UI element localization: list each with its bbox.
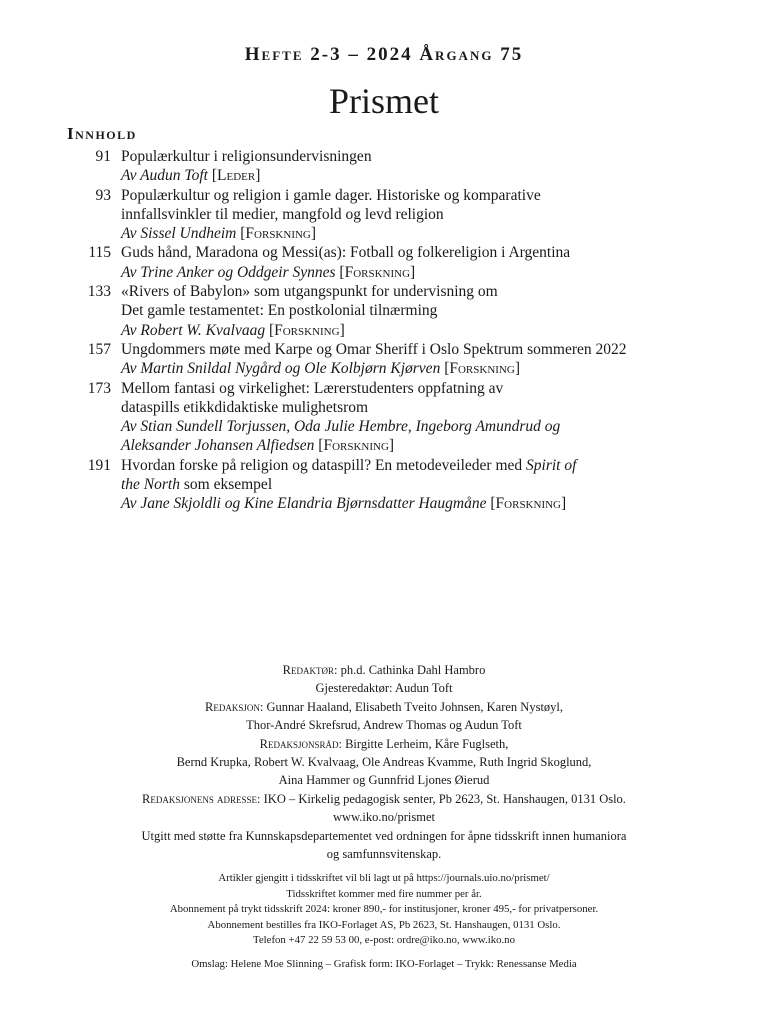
subscription-line: Artikler gjengitt i tidsskriftet vil bli lagt ut på https://journals.uio.no/prismet/	[218, 872, 550, 884]
address-label: Redaksjonens adresse:	[142, 791, 261, 806]
toc-page-number: 173	[87, 379, 111, 397]
toc-page-number: 133	[87, 283, 111, 301]
toc-entry-author: Av Trine Anker og Oddgeir Synnes	[121, 263, 336, 281]
toc-entry	[67, 186, 707, 244]
toc-entry-author: Av Jane Skjoldli og Kine Elandria Bjørnsdatter Haugmåne	[121, 495, 487, 513]
toc-entry	[67, 340, 707, 379]
toc-page-number: 157	[87, 340, 111, 358]
toc-entry-title: dataspills etikkdidaktiske mulighetsrom	[121, 398, 369, 416]
table-of-contents	[67, 147, 707, 514]
toc-entry-title: innfallsvinkler til medier, mangfold og levd religion	[121, 205, 444, 223]
toc-entry-title: «Rivers of Babylon» som utgangspunkt for undervisning om	[121, 283, 498, 301]
credits: Omslag: Helene Moe Slinning – Grafisk form: IKO-Forlaget – Trykk: Renessanse Media	[191, 958, 577, 970]
toc-entry-author: Aleksander Johansen Alfiedsen	[121, 437, 315, 455]
toc-entry-title: som eksempel	[183, 476, 273, 494]
toc-entry	[67, 147, 707, 186]
council-label: Redaksjonsråd:	[259, 736, 342, 751]
support-note: og samfunnsvitenskap.	[326, 847, 442, 862]
toc-entry-author: Av Stian Sundell Torjussen, Oda Julie Hembre, Ingeborg Amundrud og	[121, 418, 561, 436]
toc-entry-title: Ungdommers møte med Karpe og Omar Sheriff i Oslo Spektrum sommeren 2022	[121, 340, 627, 358]
toc-entry-tag: [Forskning]	[268, 321, 345, 339]
staff-list: Gunnar Haaland, Elisabeth Tveito Johnsen, Karen Nystøyl,	[266, 699, 564, 714]
staff-label: Redaksjon:	[204, 699, 264, 714]
toc-entry-author: Av Audun Toft	[121, 167, 208, 185]
subscription-line: Abonnement på trykt tidsskrift 2024: kroner 890,- for institusjoner, kroner 495,- for privatpersoner.	[169, 903, 599, 916]
subscription-line: Telefon +47 22 59 53 00, e-post: ordre@iko.no, www.iko.no	[253, 934, 515, 947]
toc-page-number: 191	[87, 456, 111, 474]
toc-entry-title: Mellom fantasi og virkelighet: Lærerstudenters oppfatning av	[121, 379, 504, 397]
toc-entry	[67, 282, 707, 340]
toc-entry-title-italic: Spirit of	[526, 456, 577, 474]
toc-entry-tag: [Forskning]	[318, 437, 395, 455]
toc-entry-tag: [Leder]	[211, 167, 261, 185]
toc-entry-title: Hvordan forske på religion og dataspill? En metodeveileder med	[121, 456, 523, 474]
toc-entry-author: Av Martin Snildal Nygård og Ole Kolbjørn Kjørven	[121, 360, 441, 378]
issue-line: Hefte 2-3 – 2024 Årgang 75	[244, 44, 524, 65]
website: www.iko.no/prismet	[333, 810, 435, 825]
toc-entry-title: Guds hånd, Maradona og Messi(as): Fotball og folkereligion i Argentina	[121, 244, 571, 262]
toc-page-number: 91	[95, 148, 111, 165]
editor-label: Redaktør:	[282, 663, 338, 677]
toc-entry	[67, 243, 707, 282]
toc-entry	[67, 379, 707, 456]
subscription-info	[0, 871, 768, 949]
support-note: Utgitt med støtte fra Kunnskapsdepartementet ved ordningen for åpne tidsskrift innen humaniora	[141, 828, 627, 843]
toc-entry-author: Av Sissel Undheim	[121, 225, 237, 243]
toc-entry-tag: [Forskning]	[339, 263, 416, 281]
council-list: Bernd Krupka, Robert W. Kvalvaag, Ole Andreas Kvamme, Ruth Ingrid Skoglund,	[176, 755, 592, 770]
toc-entry-tag: [Forskning]	[240, 225, 317, 243]
subscription-line: Abonnement bestilles fra IKO-Forlaget AS, Pb 2623, St. Hanshaugen, 0131 Oslo.	[207, 918, 561, 931]
toc-entry	[67, 456, 707, 514]
colophon	[0, 661, 768, 863]
toc-entry-author: Av Robert W. Kvalvaag	[121, 321, 266, 339]
editor-name: ph.d. Cathinka Dahl Hambro	[340, 663, 486, 677]
toc-entry-title-italic: the North	[121, 476, 180, 494]
toc-entry-title: Populærkultur og religion i gamle dager. Historiske og komparative	[121, 186, 541, 204]
toc-entry-tag: [Forskning]	[490, 495, 567, 513]
journal-title: Prismet	[328, 81, 439, 121]
toc-entry-title: Det gamle testamentet: En postkolonial tilnærming	[121, 302, 438, 320]
address: IKO – Kirkelig pedagogisk senter, Pb 2623, St. Hanshaugen, 0131 Oslo.	[263, 791, 626, 806]
council-list: Birgitte Lerheim, Kåre Fuglseth,	[345, 736, 509, 751]
council-list: Aina Hammer og Gunnfrid Ljones Øierud	[278, 773, 490, 788]
toc-heading: Innhold	[67, 124, 137, 143]
staff-list: Thor-André Skrefsrud, Andrew Thomas og Audun Toft	[246, 718, 522, 733]
subscription-line: Tidsskriftet kommer med fire nummer per år.	[286, 887, 482, 900]
guest-editor: Gjesteredaktør: Audun Toft	[315, 681, 453, 696]
toc-entry-title: Populærkultur i religionsundervisningen	[121, 148, 372, 165]
toc-page-number: 93	[95, 186, 111, 204]
toc-page-number: 115	[88, 244, 111, 262]
toc-entry-tag: [Forskning]	[444, 360, 520, 378]
